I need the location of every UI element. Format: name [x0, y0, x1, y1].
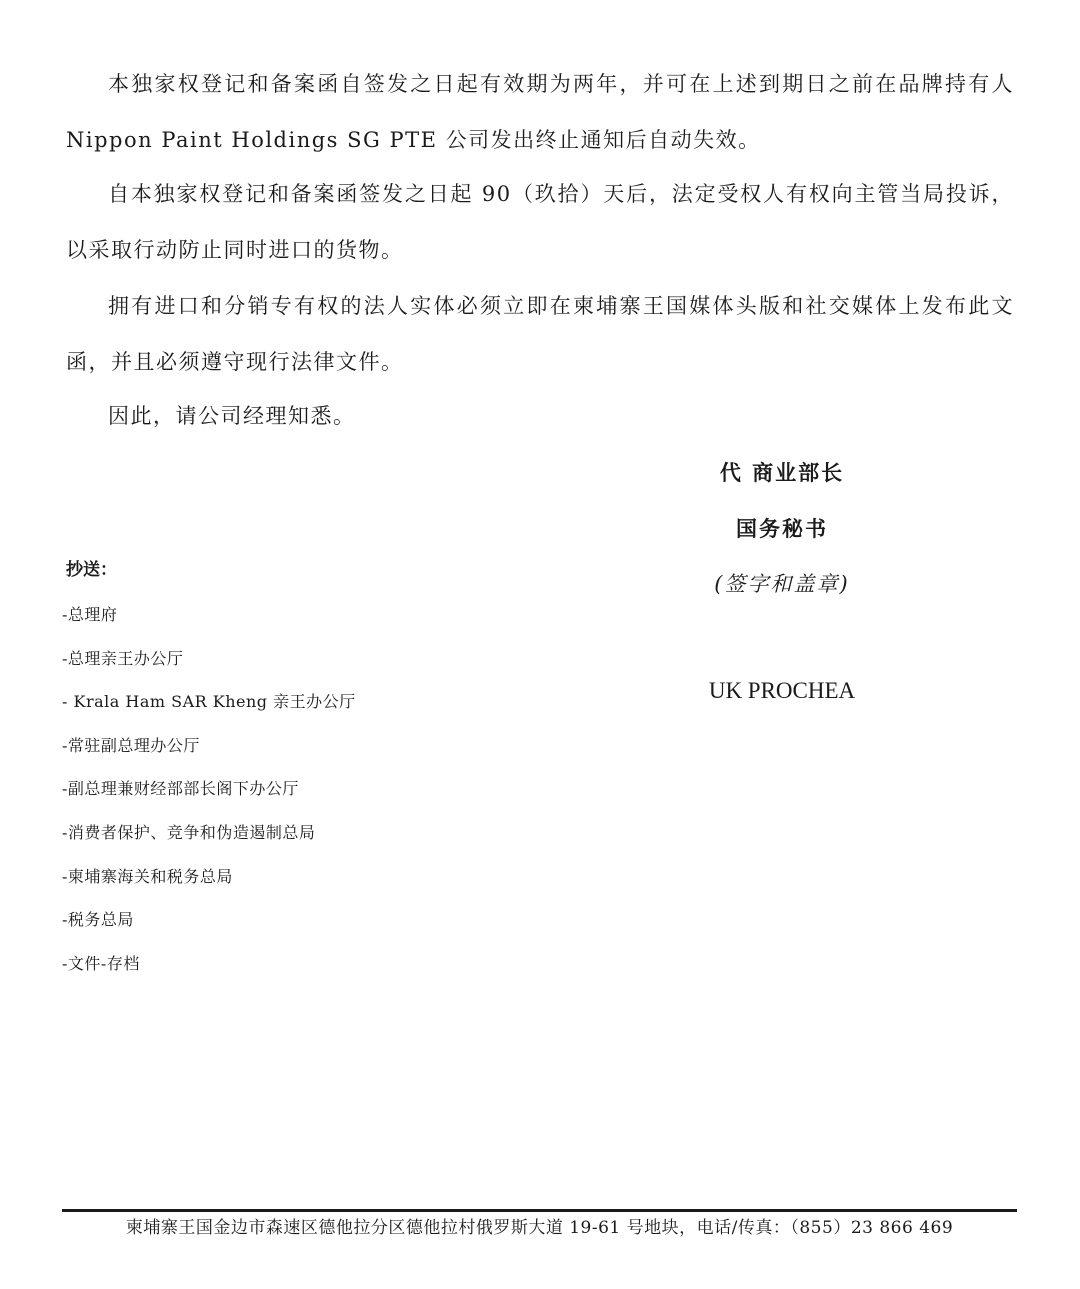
signature-title: 代 商业部长 [719, 460, 845, 485]
cc-title: 抄送： [66, 560, 117, 580]
cc-item: -总理亲王办公厅 [62, 648, 184, 668]
footer-divider [62, 1209, 1017, 1212]
signatory-name: UK PROCHEA [708, 678, 856, 703]
signature-note: (签字和盖章) [714, 572, 850, 596]
cc-item: -副总理兼财经部部长阁下办公厅 [62, 779, 299, 799]
cc-item: -总理府 [62, 605, 118, 624]
signature-role: 国务秘书 [736, 516, 828, 541]
footer-address: 柬埔寨王国金边市森速区德他拉分区德他拉村俄罗斯大道 19-61 号地块，电话/传真：（855）23 866 469 [125, 1218, 954, 1238]
paragraph-complaint: 自本独家权登记和备案函签发之日起 90（玖拾）天后，法定受权人有权向主管当局投诉，以采取行动防止同时进口的货物。 [66, 182, 1014, 262]
cc-item: -消费者保护、竞争和伪造遏制总局 [62, 822, 316, 842]
paragraph-closing: 因此，请公司经理知悉。 [108, 404, 356, 428]
cc-item: -柬埔寨海关和税务总局 [62, 866, 233, 886]
cc-item: -税务总局 [62, 910, 134, 930]
paragraph-validity: 本独家权登记和备案函自签发之日起有效期为两年，并可在上述到期日之前在品牌持有人 Nippon Paint Holdings SG PTE 公司发出终止通知后自动失效。 [66, 72, 1014, 152]
paragraph-publication: 拥有进口和分销专有权的法人实体必须立即在柬埔寨王国媒体头版和社交媒体上发布此文函，并且必须遵守现行法律文件。 [66, 294, 1014, 374]
cc-item: - Krala Ham SAR Kheng 亲王办公厅 [62, 692, 356, 712]
cc-item: -常驻副总理办公厅 [62, 735, 200, 755]
cc-item: -文件-存档 [62, 953, 140, 973]
cc-list [62, 593, 356, 985]
